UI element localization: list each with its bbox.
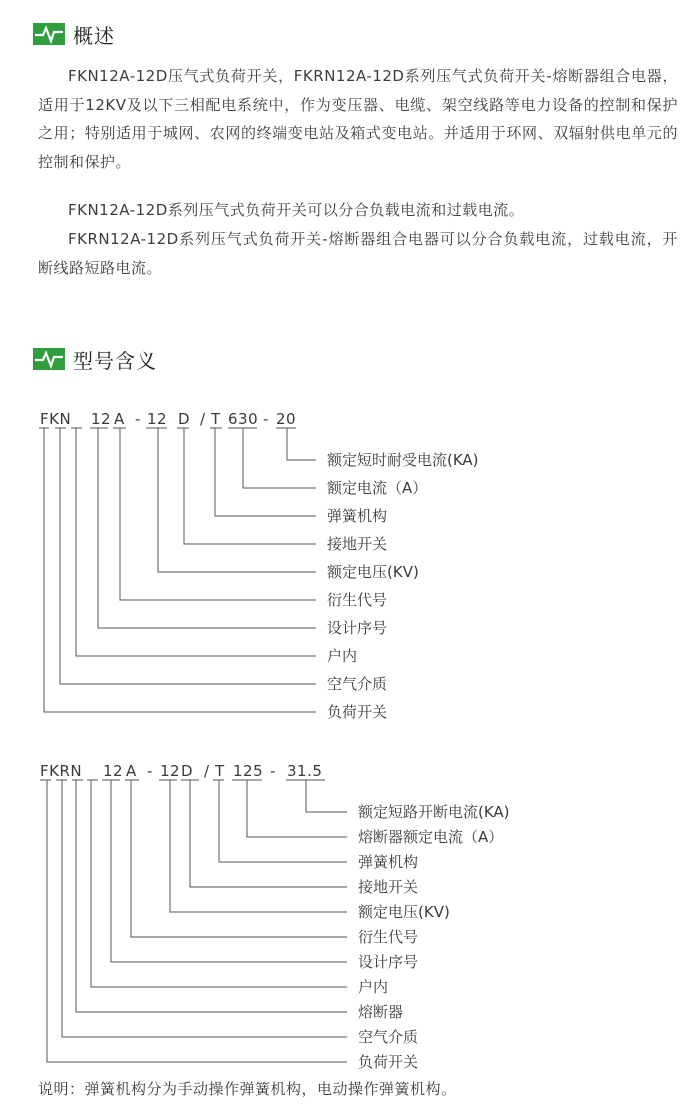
code-part: FKRN: [40, 762, 83, 780]
code-part: D: [181, 762, 194, 780]
code-part: T: [211, 410, 221, 428]
label-rated-short-time-withstand-current: 额定短时耐受电流(KA): [327, 451, 479, 469]
labels: [327, 451, 479, 721]
label-fuse: 熔断器: [358, 1003, 404, 1021]
label-derivative-code: 衍生代号: [327, 591, 388, 609]
label-fuse-rated-current: 熔断器额定电流（A）: [358, 828, 504, 846]
code-part: 12: [147, 410, 168, 428]
code-part: A: [126, 762, 137, 780]
leader-lines: [44, 428, 316, 712]
code-part: 12: [160, 762, 181, 780]
label-indoor: 户内: [358, 978, 389, 996]
pulse-icon: [33, 23, 65, 45]
code-part: 12: [91, 410, 112, 428]
code-part: /: [200, 410, 206, 428]
label-indoor: 户内: [327, 647, 358, 665]
code-part: D: [178, 410, 191, 428]
code-part: 125: [233, 762, 264, 780]
code-part: 630: [228, 410, 259, 428]
code-part: -: [135, 410, 141, 428]
label-design-number: 设计序号: [327, 619, 388, 637]
label-air-medium: 空气介质: [327, 675, 388, 693]
overview-paragraph-1: FKN12A-12D压气式负荷开关，FKRN12A-12D系列压气式负荷开关-熔断器组合电器，适用于12KV及以下三相配电系统中，作为变压器、电缆、架空线路等电力设备的控制和保护之用；特别适用于城网、农网的终端变电站及箱式变电站。并适用于环网、双辐射供电单元的控制和保护。: [38, 67, 678, 171]
code-part: -: [270, 762, 276, 780]
overview-heading: [33, 19, 115, 49]
label-rated-current: 额定电流（A）: [327, 479, 428, 497]
model-heading: [33, 344, 157, 374]
label-spring-mechanism: 弹簧机构: [358, 853, 419, 871]
label-load-switch: 负荷开关: [327, 703, 388, 721]
code-row: [40, 410, 296, 428]
labels: [358, 803, 510, 1071]
label-rated-short-circuit-breaking-current: 额定短路开断电流(KA): [358, 803, 510, 821]
code-part: /: [204, 762, 210, 780]
overview-paragraph-3: FKRN12A-12D系列压气式负荷开关-熔断器组合电器可以分合负载电流，过载电流，开断线路短路电流。: [38, 230, 678, 277]
code-part: -: [147, 762, 153, 780]
overview-title: 概述: [73, 23, 115, 48]
label-load-switch: 负荷开关: [358, 1053, 419, 1071]
label-spring-mechanism: 弹簧机构: [327, 507, 388, 525]
label-derivative-code: 衍生代号: [358, 928, 419, 946]
label-earthing-switch: 接地开关: [358, 878, 419, 896]
pulse-icon: [33, 348, 65, 370]
code-part: 20: [276, 410, 297, 428]
label-rated-voltage: 额定电压(KV): [327, 563, 419, 581]
code-part: -: [263, 410, 269, 428]
code-part: 12: [103, 762, 124, 780]
note-text: 说明：弹簧机构分为手动操作弹簧机构，电动操作弹簧机构。: [38, 1080, 457, 1098]
code-part: A: [114, 410, 125, 428]
code-row: [40, 762, 322, 780]
code-part: FKN: [40, 410, 72, 428]
overview-paragraph-2: FKN12A-12D系列压气式负荷开关可以分合负载电流和过载电流。: [68, 201, 525, 219]
label-rated-voltage: 额定电压(KV): [358, 903, 450, 921]
code-part: 31.5: [287, 762, 323, 780]
model-diagram-fkn: [0, 400, 698, 720]
label-design-number: 设计序号: [358, 953, 419, 971]
model-title: 型号含义: [73, 348, 157, 373]
leader-lines: [47, 780, 347, 1062]
label-earthing-switch: 接地开关: [327, 535, 388, 553]
model-diagram-fkrn: [0, 752, 698, 1072]
code-part: T: [215, 762, 225, 780]
label-air-medium: 空气介质: [358, 1028, 419, 1046]
